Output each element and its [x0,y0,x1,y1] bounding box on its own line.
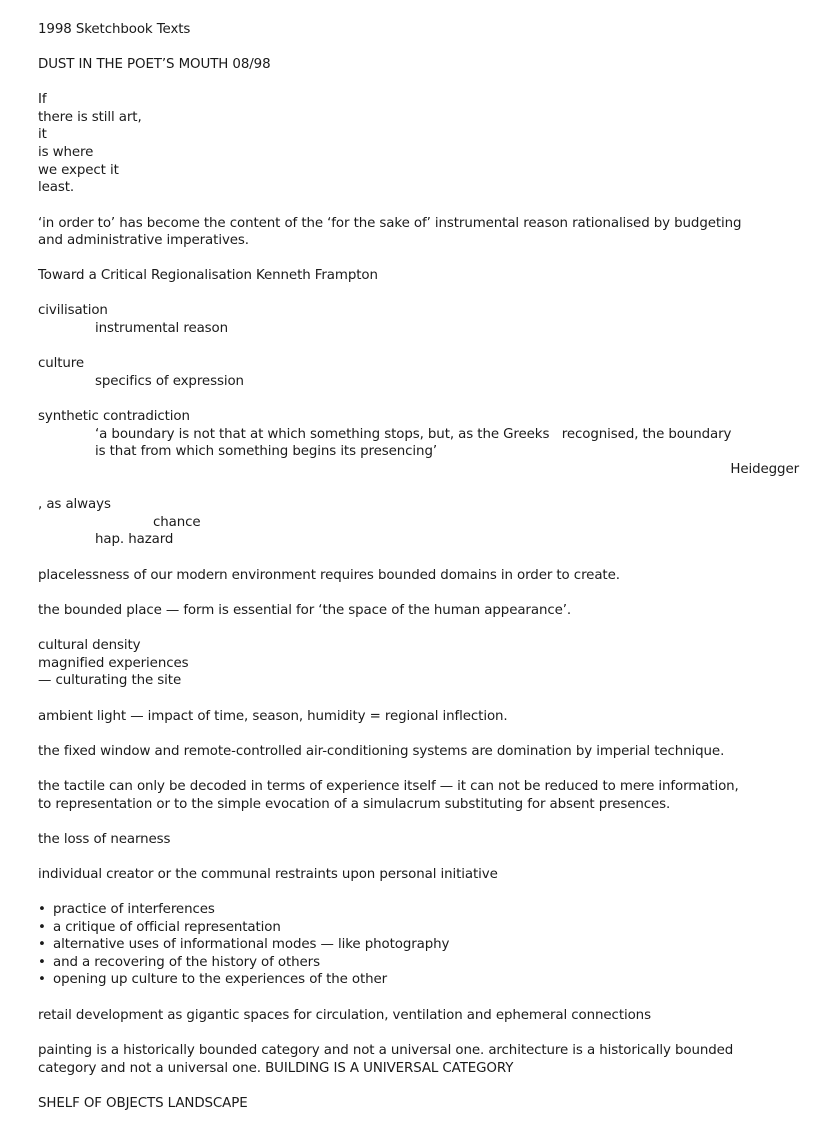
poem-line: there is still art, [38,110,142,125]
section-heading: DUST IN THE POET’S MOUTH 08/98 [38,57,271,72]
term-civilisation: civilisation [38,303,108,318]
list-item [38,919,281,936]
hazard-line: hap. hazard [95,532,174,547]
cultural-line: cultural density [38,638,141,653]
list-item [38,901,215,918]
gloss-instrumental-reason: instrumental reason [95,321,229,336]
poem-line: If [38,92,47,107]
shelf-heading: SHELF OF OBJECTS LANDSCAPE [38,1096,248,1111]
document-title: 1998 Sketchbook Texts [38,22,191,37]
poem-line: we expect it [38,163,119,178]
list-item [38,954,320,971]
tactile-line: to representation or to the simple evocation of a simulacrum substituting for absent presences. [38,797,671,812]
poem-line: least. [38,180,75,195]
individual-line: individual creator or the communal restraints upon personal initiative [38,867,498,882]
list-item [38,936,449,953]
painting-line: category and not a universal one. BUILDING IS A UNIVERSAL CATEGORY [38,1061,514,1076]
list-item-text: alternative uses of informational modes — like photography [53,937,450,952]
as-always-line: , as always [38,497,111,512]
chance-line: chance [153,515,201,530]
quote-line: ‘a boundary is not that at which something stops, but, as the Greeks recognised, the boundary [95,427,732,442]
bullet-icon: • [38,902,46,917]
gloss-specifics: specifics of expression [95,374,244,389]
cultural-line: — culturating the site [38,673,182,688]
ambient-line: ambient light — impact of time, season, humidity = regional inflection. [38,709,508,724]
list-item [38,971,387,988]
term-culture: culture [38,356,85,371]
list-item-text: and a recovering of the history of others [53,955,320,970]
bullet-icon: • [38,920,46,935]
retail-line: retail development as gigantic spaces for circulation, ventilation and ephemeral connections [38,1008,651,1023]
list-item-text: a critique of official representation [53,920,281,935]
quote-attribution: Heidegger [730,462,799,477]
tactile-line: the tactile can only be decoded in terms of experience itself — it can not be reduced to mere information, [38,779,739,794]
bullet-icon: • [38,955,46,970]
cultural-line: magnified experiences [38,656,189,671]
reference-line: Toward a Critical Regionalisation Kenneth Frampton [38,268,378,283]
placelessness-line: placelessness of our modern environment requires bounded domains in order to create. [38,568,620,583]
painting-line: painting is a historically bounded category and not a universal one. architecture is a historically bounded [38,1043,734,1058]
fixed-window-line: the fixed window and remote-controlled air-conditioning systems are domination by imperial technique. [38,744,725,759]
poem-line: is where [38,145,94,160]
poem-line: it [38,127,47,142]
list-item-text: opening up culture to the experiences of the other [53,972,388,987]
term-synthetic-contradiction: synthetic contradiction [38,409,190,424]
quote-line: is that from which something begins its presencing’ [95,444,437,459]
list-item-text: practice of interferences [53,902,215,917]
bounded-place-line: the bounded place — form is essential for ‘the space of the human appearance’. [38,603,572,618]
bullet-icon: • [38,937,46,952]
paragraph-line: ‘in order to’ has become the content of the ‘for the sake of’ instrumental reason rationalised by budgeting [38,216,742,231]
loss-line: the loss of nearness [38,832,171,847]
bullet-icon: • [38,972,46,987]
paragraph-line: and administrative imperatives. [38,233,249,248]
